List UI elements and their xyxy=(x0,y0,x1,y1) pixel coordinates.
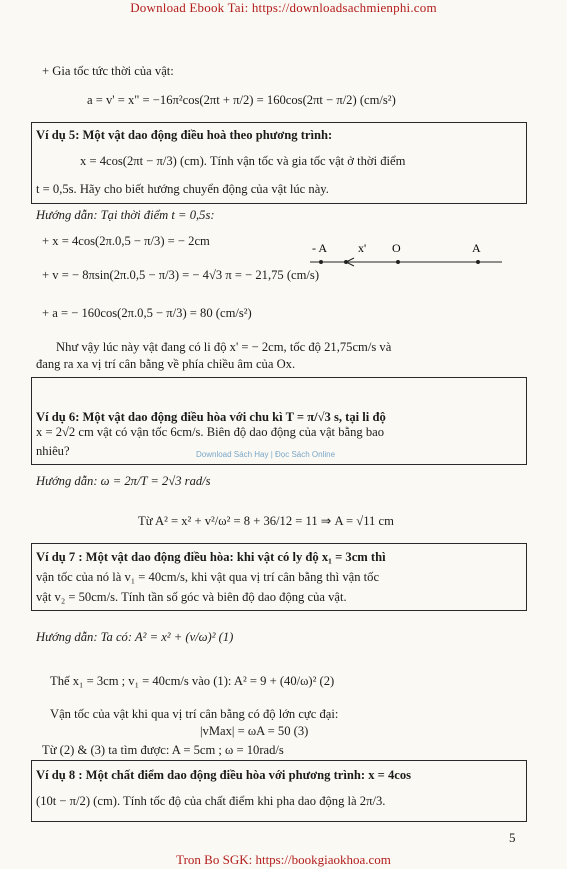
label-neg-a: - A xyxy=(312,241,327,255)
label-o: O xyxy=(392,241,401,255)
result-7: Từ (2) & (3) ta tìm được: A = 5cm ; ω = 10rad/s xyxy=(42,743,284,757)
example-6-text: x = 2√2 cm vật có vận tốc 6cm/s. Biên độ dao động của vật bằng bao xyxy=(36,425,385,439)
footer-link[interactable]: Tron Bo SGK: https://bookgiaokhoa.com xyxy=(176,852,391,867)
watermark-text: Download Sách Hay | Đọc Sách Online xyxy=(196,450,336,459)
example-6-title: Ví dụ 6: Một vật dao động điều hòa với chu kì T = π/√3 s, tại li độ xyxy=(36,410,386,424)
example-7-title: Ví dụ 7 : Một vật dao động điều hòa: khi vật có ly độ x₁ = 3cm thì xyxy=(36,550,386,564)
example-6-text: nhiêu? xyxy=(36,444,70,458)
example-7-text: vận tốc của nó là v₁ = 40cm/s, khi vật qua vị trí cân bằng thì vận tốc xyxy=(36,570,380,584)
formula-amplitude: Từ A² = x² + v²/ω² = 8 + 36/12 = 11 ⇒ A = √11 cm xyxy=(138,514,394,528)
example-8-text: (10t − π/2) (cm). Tính tốc độ của chất điểm khi pha dao động là 2π/3. xyxy=(36,794,386,808)
formula-vmax: |vMax| = ωA = 50 (3) xyxy=(200,724,309,738)
example-8-title: Ví dụ 8 : Một chất điểm dao động điều hòa với phương trình: x = 4cos xyxy=(36,768,412,782)
formula-acceleration: a = v' = x" = −16π²cos(2πt + π/2) = 160cos(2πt − π/2) (cm/s²) xyxy=(87,93,396,107)
example-5-text: x = 4cos(2πt − π/3) (cm). Tính vận tốc và gia tốc vật ở thời điểm xyxy=(80,154,406,168)
point-a xyxy=(476,260,480,264)
step-v: + v = − 8πsin(2π.0,5 − π/3) = − 4√3 π = − 21,75 (cm/s) xyxy=(42,268,320,282)
label-a: A xyxy=(472,241,481,255)
header-top-link[interactable]: Download Ebook Tai: https://downloadsachmienphi.com xyxy=(130,0,437,15)
example-5-text: t = 0,5s. Hãy cho biết hướng chuyển động của vật lúc này. xyxy=(36,182,329,196)
label-x-prime: x' xyxy=(358,241,367,255)
step-x: + x = 4cos(2π.0,5 − π/3) = − 2cm xyxy=(42,234,210,248)
conclusion: đang ra xa vị trí cân bằng về phía chiều âm của Ox. xyxy=(36,357,296,371)
example-5-title: Ví dụ 5: Một vật dao động điều hoà theo phương trình: xyxy=(36,128,333,142)
conclusion: Như vậy lúc này vật đang có li độ x' = − 2cm, tốc độ 21,75cm/s và xyxy=(56,340,392,354)
example-7-text: vật v₂ = 50cm/s. Tính tần số góc và biên độ dao động của vật. xyxy=(36,590,347,604)
step-a: + a = − 160cos(2π.0,5 − π/3) = 80 (cm/s²) xyxy=(42,306,252,320)
point-x xyxy=(344,260,348,264)
point-neg-a xyxy=(319,260,323,264)
page-number: 5 xyxy=(509,830,516,845)
text-line: Vận tốc của vật khi qua vị trí cân bằng có độ lớn cực đại: xyxy=(50,707,339,721)
guide-6: Hướng dẫn: ω = 2π/T = 2√3 rad/s xyxy=(36,474,211,488)
guide-7: Hướng dẫn: Ta có: A² = x² + (v/ω)² (1) xyxy=(36,630,234,644)
point-o xyxy=(396,260,400,264)
guide-5: Hướng dẫn: Tại thời điểm t = 0,5s: xyxy=(36,208,215,222)
formula-substitute: Thế x₁ = 3cm ; v₁ = 40cm/s vào (1): A² = 9 + (40/ω)² (2) xyxy=(50,674,335,688)
text-line: + Gia tốc tức thời của vật: xyxy=(42,64,174,78)
axis-diagram xyxy=(306,238,506,272)
